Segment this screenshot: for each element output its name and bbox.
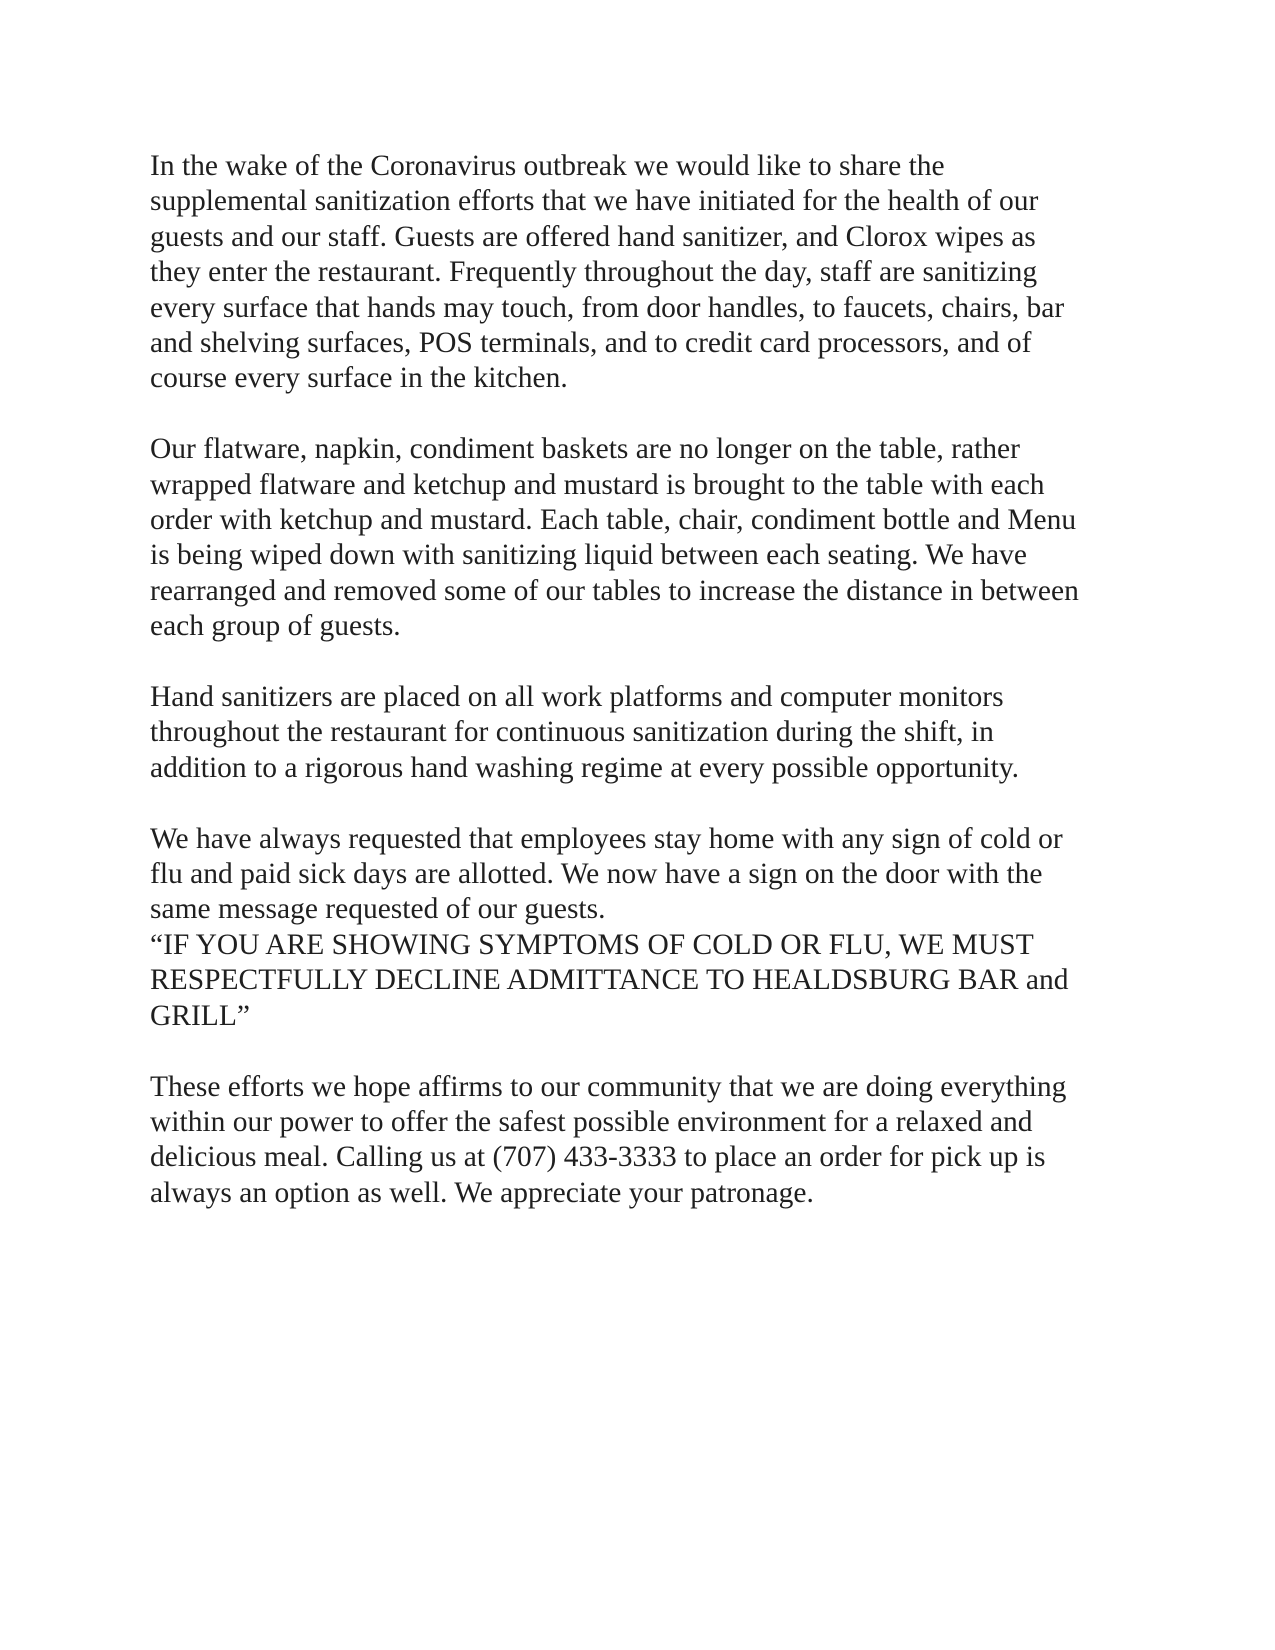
- text-line: every surface that hands may touch, from door handles, to faucets, chairs, bar: [150, 291, 1065, 324]
- text-line: addition to a rigorous hand washing regime at every possible opportunity.: [150, 751, 1019, 784]
- text-line: flu and paid sick days are allotted. We now have a sign on the door with the: [150, 858, 1043, 891]
- text-line: within our power to offer the safest possible environment for a relaxed and: [150, 1105, 1033, 1138]
- text-line: Our flatware, napkin, condiment baskets are no longer on the table, rather: [150, 433, 1020, 466]
- paragraph-sanitization-efforts: [150, 149, 1130, 397]
- text-line: and shelving surfaces, POS terminals, and to credit card processors, and of: [150, 327, 1032, 360]
- paragraph-hand-sanitizers: [150, 680, 1130, 786]
- door-sign-quote-line: “IF YOU ARE SHOWING SYMPTOMS OF COLD OR FLU, WE MUST: [150, 928, 1034, 961]
- text-line: guests and our staff. Guests are offered hand sanitizer, and Clorox wipes as: [150, 220, 1036, 253]
- text-line: Hand sanitizers are placed on all work platforms and computer monitors: [150, 681, 1004, 714]
- text-line: same message requested of our guests.: [150, 893, 606, 926]
- text-line: each group of guests.: [150, 610, 401, 643]
- text-line: We have always requested that employees stay home with any sign of cold or: [150, 822, 1063, 855]
- text-line: In the wake of the Coronavirus outbreak we would like to share the: [150, 150, 945, 182]
- text-line: delicious meal. Calling us at (707) 433-3333 to place an order for pick up is: [150, 1141, 1046, 1174]
- text-line: course every surface in the kitchen.: [150, 362, 568, 395]
- text-line: wrapped flatware and ketchup and mustard is brought to the table with each: [150, 468, 1045, 501]
- text-line: is being wiped down with sanitizing liquid between each seating. We have: [150, 539, 1027, 572]
- text-line: These efforts we hope affirms to our community that we are doing everything: [150, 1070, 1067, 1103]
- document-body: [150, 149, 1130, 1247]
- text-line: supplemental sanitization efforts that we have initiated for the health of our: [150, 185, 1039, 218]
- text-line: they enter the restaurant. Frequently throughout the day, staff are sanitizing: [150, 256, 1038, 289]
- text-line: throughout the restaurant for continuous sanitization during the shift, in: [150, 716, 994, 749]
- paragraph-sick-policy: [150, 822, 1130, 1034]
- paragraph-table-service: [150, 432, 1130, 644]
- text-line: order with ketchup and mustard. Each table, chair, condiment bottle and Menu: [150, 504, 1077, 537]
- door-sign-quote-line: RESPECTFULLY DECLINE ADMITTANCE TO HEALDSBURG BAR and: [150, 964, 1069, 997]
- text-line: rearranged and removed some of our tables to increase the distance in between: [150, 574, 1079, 607]
- paragraph-community-closing: [150, 1070, 1130, 1212]
- door-sign-quote-line: GRILL”: [150, 999, 250, 1032]
- text-line: always an option as well. We appreciate your patronage.: [150, 1176, 814, 1209]
